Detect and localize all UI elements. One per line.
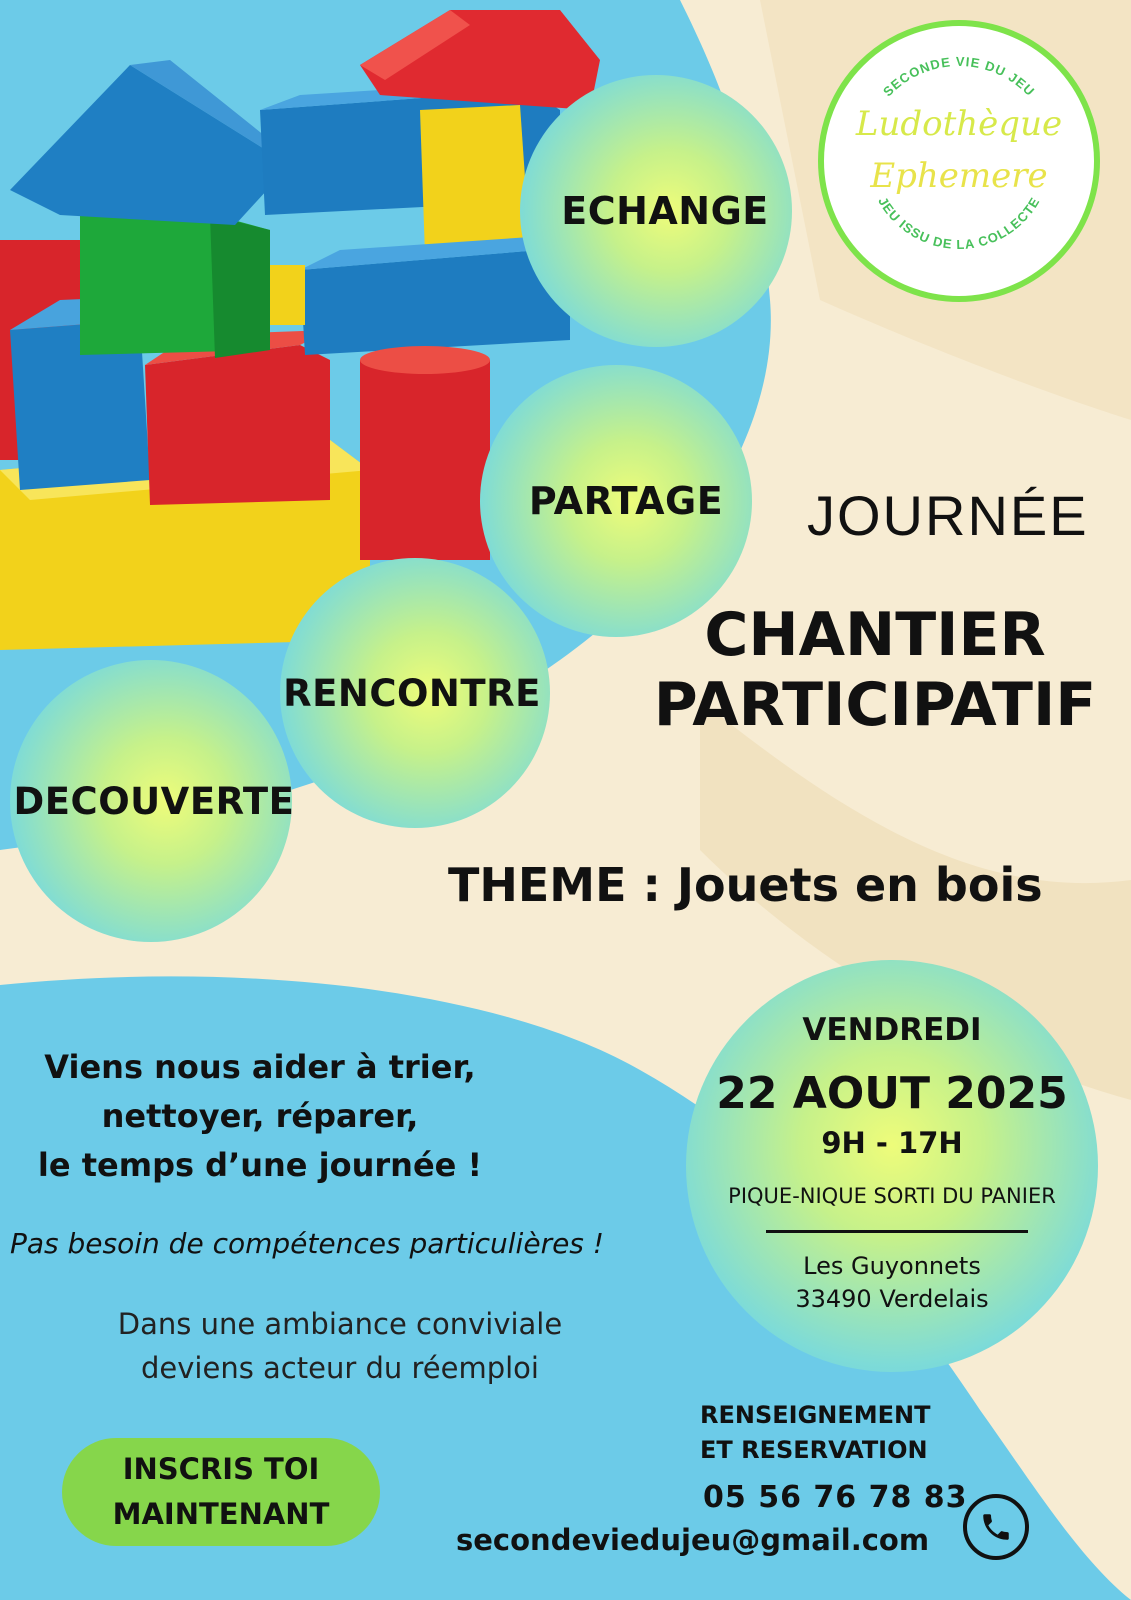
- event-day: VENDREDI: [802, 1012, 982, 1048]
- phone-glyph: [979, 1510, 1013, 1544]
- logo-top-text: SECONDE VIE DU JEU: [880, 53, 1038, 100]
- bubble-decouverte: [10, 660, 295, 942]
- register-button-line1: INSCRIS TOI: [122, 1452, 320, 1486]
- invitation-text: [20, 1043, 500, 1190]
- bubble-echange: [520, 75, 792, 347]
- no-skills-text: Pas besoin de compétences particulières !: [10, 1227, 605, 1260]
- heading-line1: CHANTIER: [704, 600, 1046, 670]
- theme-title: THEME : Jouets en bois: [448, 858, 1043, 912]
- ludotheque-logo: [818, 20, 1100, 302]
- bubble-partage-label: PARTAGE: [528, 479, 724, 523]
- register-button[interactable]: [62, 1438, 380, 1546]
- event-hours: 9H - 17H: [821, 1126, 963, 1160]
- logo-script-line2: Ephemere: [870, 156, 1048, 196]
- bubble-rencontre-label: RENCONTRE: [283, 671, 541, 715]
- ambiance-line1: Dans une ambiance conviviale: [117, 1307, 563, 1341]
- contact-label: [700, 1398, 930, 1468]
- invitation-line3: le temps d’une journée !: [37, 1146, 483, 1184]
- bubble-echange-label: ECHANGE: [561, 189, 769, 233]
- bubble-partage: [480, 365, 752, 637]
- email-address[interactable]: secondeviedujeu@gmail.com: [456, 1523, 930, 1557]
- bubble-rencontre: [280, 558, 550, 828]
- event-date-bubble: [686, 960, 1098, 1372]
- logo-bottom-text: JEU ISSU DE LA COLLECTE: [875, 194, 1043, 252]
- ambiance-text: [80, 1302, 600, 1390]
- contact-label-line1: RENSEIGNEMENT: [700, 1401, 931, 1429]
- heading-line2: PARTICIPATIF: [653, 670, 1097, 740]
- contact-label-line2: ET RESERVATION: [700, 1436, 928, 1464]
- phone-icon: [963, 1494, 1029, 1560]
- journee-heading: JOURNÉE: [807, 484, 1089, 547]
- event-picnic: PIQUE-NIQUE SORTI DU PANIER: [728, 1184, 1056, 1208]
- ambiance-line2: deviens acteur du réemploi: [141, 1351, 539, 1385]
- bubble-decouverte-label: DECOUVERTE: [13, 779, 295, 823]
- logo-script-line1: Ludothèque: [855, 104, 1063, 144]
- invitation-line1: Viens nous aider à trier,: [44, 1048, 476, 1086]
- chantier-participatif-heading: [640, 600, 1110, 740]
- phone-number[interactable]: 05 56 76 78 83: [703, 1480, 968, 1515]
- register-button-line2: MAINTENANT: [112, 1497, 330, 1531]
- invitation-line2: nettoyer, réparer,: [101, 1097, 419, 1135]
- divider: [766, 1230, 1028, 1233]
- event-date: 22 AOUT 2025: [716, 1068, 1068, 1119]
- address-line2: 33490 Verdelais: [795, 1285, 989, 1313]
- svg-text:JEU ISSU DE LA COLLECTE: [875, 194, 1042, 252]
- address-line1: Les Guyonnets: [803, 1252, 981, 1280]
- svg-text:SECONDE VIE DU JEU: [880, 54, 1038, 99]
